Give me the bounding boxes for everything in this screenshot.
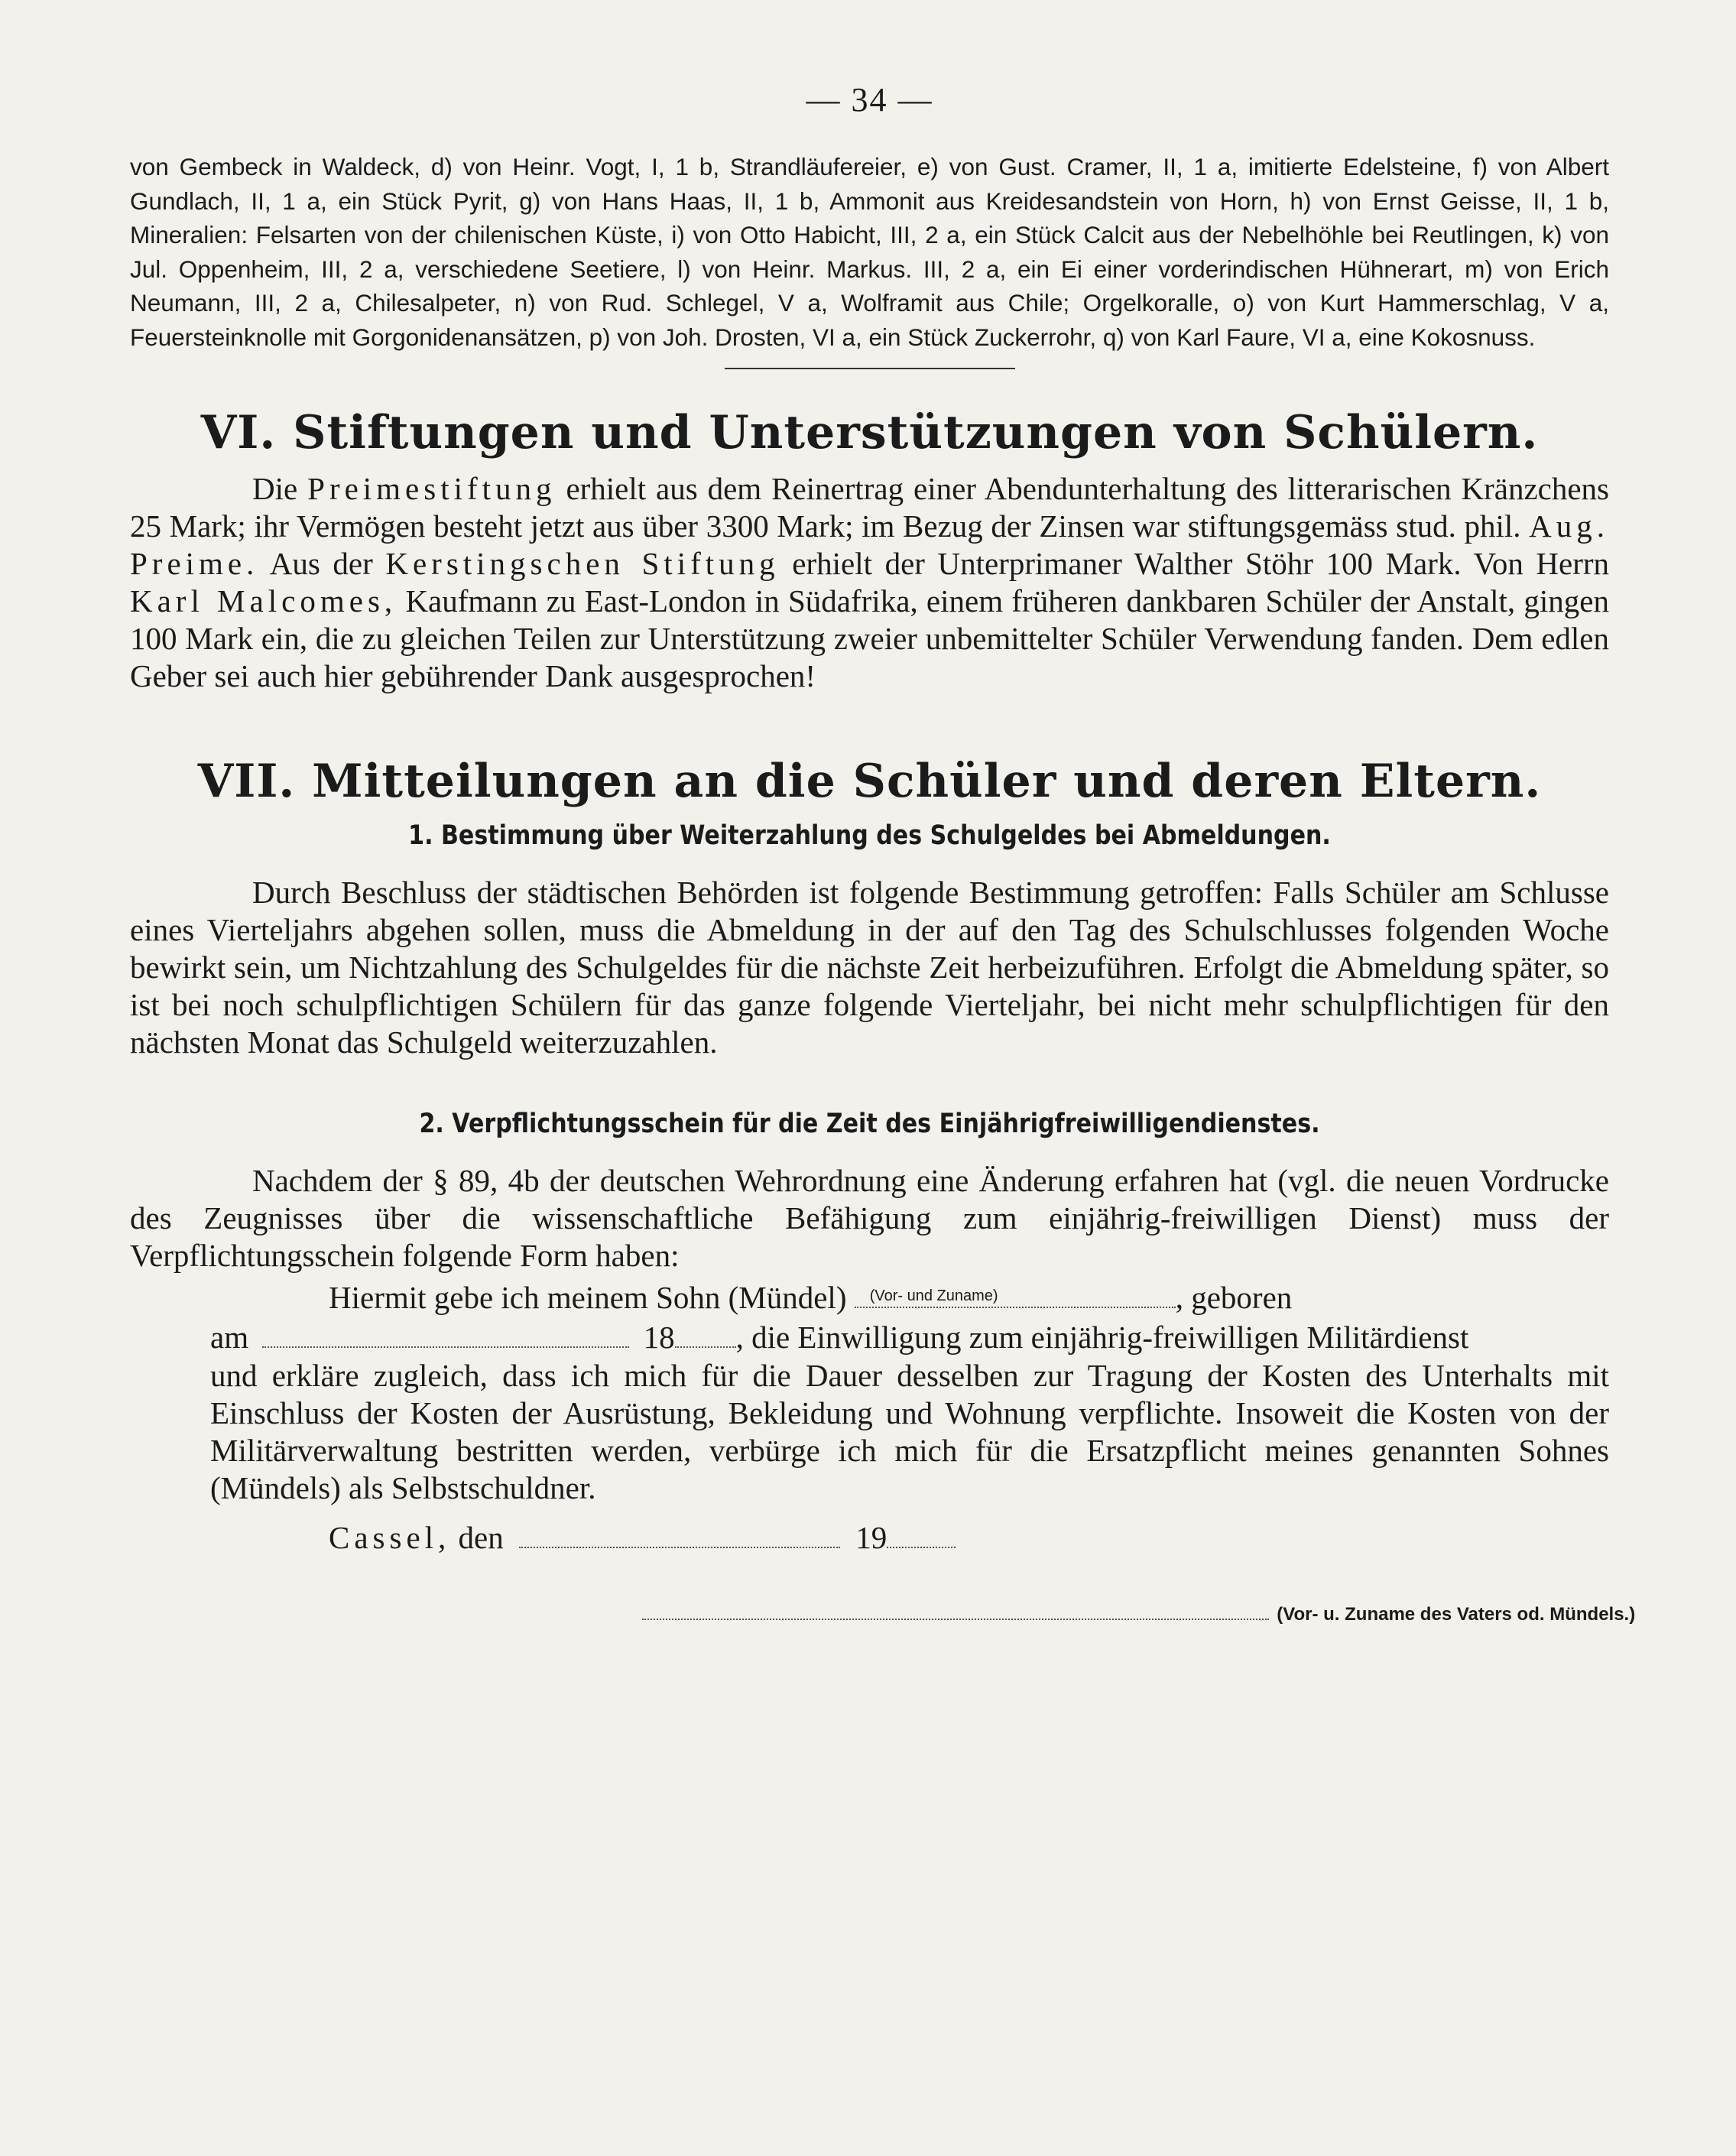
section-6-paragraph: Die Preimestiftung erhielt aus dem Reinertrag einer Abendunterhaltung des litterarischen Kränzchens 25 Mark; ihr Vermögen besteht jetzt aus über 3300 Mark; im Bezug der Zinsen war stiftungsgemäss stud. phil. Aug. Preime. Aus der Kerstingschen Stiftung erhielt der Unterprimaner Walther Stöhr 100 Mark. Von Herrn Karl Malcomes, Kaufmann zu East-London in Südafrika, einem früheren dankbaren Schüler der Anstalt, gingen 100 Mark ein, die zu gleichen Teilen zur Unterstützung zweier unbemittelter Schüler Verwendung fanden. Dem edlen Geber sei auch hier gebührender Dank ausgesprochen! xyxy=(130,471,1610,693)
section-6-heading: VI. Stiftungen und Unterstützungen von Schülern. xyxy=(200,406,1539,459)
birth-date-field xyxy=(262,1339,629,1348)
year-field xyxy=(887,1539,956,1548)
form-line-2: am 18 , die Einwilligung zum einjährig-freiwilligen Militärdienst xyxy=(210,1320,1469,1355)
birth-year-field xyxy=(675,1339,736,1348)
document-page xyxy=(130,80,1636,1635)
form-place-date-line: Cassel, den 19 xyxy=(130,1518,1609,1557)
signature-field xyxy=(642,1611,1269,1620)
donation-list-paragraph: von Gembeck in Waldeck, d) von Heinr. Vogt, I, 1 b, Strandläufereier, e) von Gust. Cramer, II, 1 a, imitierte Edelsteine, f) von Albert Gundlach, II, 1 a, ein Stück Pyrit, g) von Hans Haas, II, 1 b, Ammonit aus Kreidesandstein von Horn, h) von Ernst Geisse, II, 1 b, Mineralien: Felsarten von der chilenischen Küste, i) von Otto Habicht, III, 2 a, ein Stück Calcit aus der Nebelhöhle bei Reutlingen, k) von Jul. Oppenheim, III, 2 a, verschiedene Seetiere, l) von Heinr. Markus. III, 2 a, ein Ei einer vorderindischen Hühnerart, m) von Erich Neumann, III, 2 a, Chilesalpeter, n) von Rud. Schlegel, V a, Wolframit aus Chile; Orgelkoralle, o) von Kurt Hammerschlag, V a, Feuersteinknolle mit Gorgonidenansätzen, p) von Joh. Drosten, VI a, ein Stück Zuckerrohr, q) von Karl Faure, VI a, eine Kokosnuss. xyxy=(130,153,1609,351)
subsection-2-heading: 2. Verpflichtungsschein für die Zeit des Einjährigfreiwilligendienstes. xyxy=(419,1109,1320,1139)
form-declaration-text: und erkläre zugleich, dass ich mich für die Dauer desselben zur Tragung der Kosten des Unterhalts mit Einschluss der Kosten der Ausrüstung, Bekleidung und Wohnung verpflichte. Insoweit die Kosten von der Militärverwaltung bestritten werden, verbürge ich mich für die Ersatzpflicht meines genannten Sohnes (Mündels) als Selbstschuldner. xyxy=(210,1358,1609,1505)
page-number: — 34 — xyxy=(806,81,933,119)
section-7-heading: VII. Mitteilungen an die Schüler und deren Eltern. xyxy=(197,755,1542,808)
name-field: (Vor- und Zuname) xyxy=(855,1278,1176,1317)
subsection-2-paragraph: Nachdem der § 89, 4b der deutschen Wehrordnung eine Änderung erfahren hat (vgl. die neuen Vordrucke des Zeugnisses über die wissenschaftliche Befähigung zum einjährig-freiwilligen Dienst) muss der Verpflichtungsschein folgende Form haben: xyxy=(130,1163,1609,1273)
form-line-1: Hiermit gebe ich meinem Sohn (Mündel) (Vor- und Zuname) , geboren xyxy=(130,1278,1609,1317)
date-field xyxy=(519,1539,840,1548)
signature-line: (Vor- u. Zuname des Vaters od. Mündels.) xyxy=(130,1589,1609,1635)
section-divider xyxy=(725,368,1015,369)
subsection-1-heading: 1. Bestimmung über Weiterzahlung des Schulgeldes bei Abmeldungen. xyxy=(408,820,1331,851)
subsection-1-paragraph: Durch Beschluss der städtischen Behörden ist folgende Bestimmung getroffen: Falls Schüler am Schlusse eines Vierteljahrs abgehen sollen, muss die Abmeldung in der auf den Tag des Schulschlusses folgenden Woche bewirkt sein, um Nichtzahlung des Schulgeldes für die nächste Zeit herbeizuführen. Erfolgt die Abmeldung später, so ist bei noch schulpflichtigen Schülern für das ganze folgende Vierteljahr, bei nicht mehr schulpflichtigen für den nächsten Monat das Schulgeld weiterzuzahlen. xyxy=(130,875,1609,1060)
